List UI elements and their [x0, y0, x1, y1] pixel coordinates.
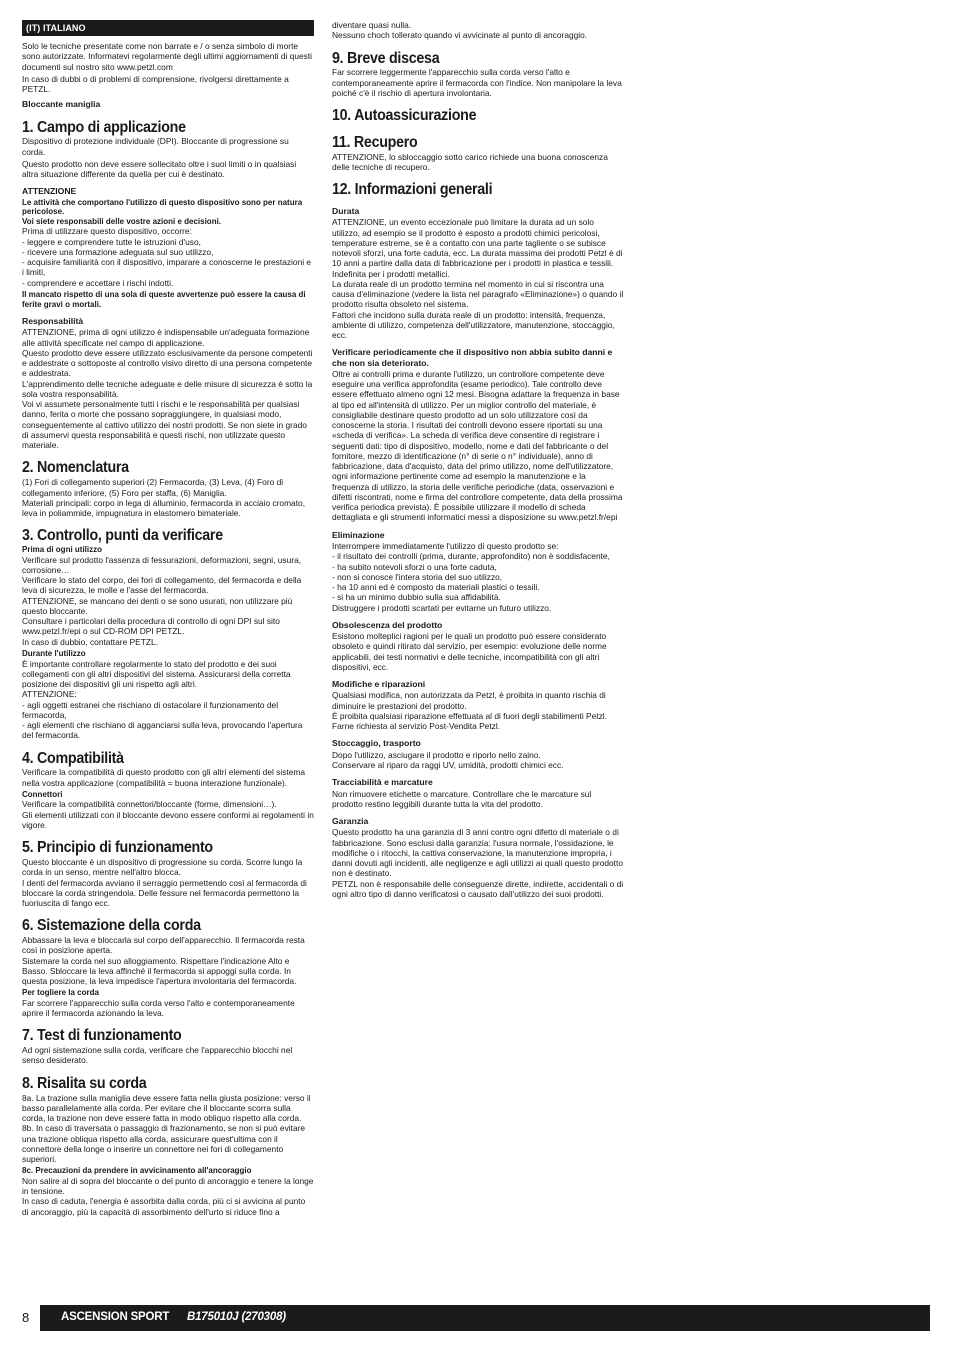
section-title: 8. Risalita su corda: [22, 1074, 147, 1092]
intro-text: In caso di dubbi o di problemi di comprensione, rivolgersi direttamente a PETZL.: [22, 73, 289, 94]
right-column: [332, 20, 624, 901]
subheading: Connettori: [22, 789, 63, 799]
subheading: 8c. Precauzioni da prendere in avvicinamento all'ancoraggio: [22, 1166, 252, 1176]
paragraph: Abbassare la leva e bloccarla sul corpo dell'apparecchio. Il fermacorda resta così in posizione aperta. Sistemare la corda nel suo alloggiamento. Rispettare l'indicazione Alto e Basso. Sbloccare la leva affinché il fermacorda si appoggi sulla corda. In questa posizione, la leva impedisce l'apertura involontaria del fermacorda.: [22, 935, 305, 987]
paragraph: Questo prodotto non deve essere sollecitato oltre i suoi limiti o in qualsiasi altra situazione differente da quella per cui è destinato.: [22, 158, 297, 180]
paragraph: Dopo l'utilizzo, asciugare il prodotto e riporlo nello zaino. Conservare al riparo da raggi UV, umidità, prodotti chimici ecc.: [332, 749, 564, 770]
section-title: 5. Principio di funzionamento: [22, 839, 213, 857]
section-title: 11. Recupero: [332, 133, 418, 151]
paragraph: Qualsiasi modifica, non autorizzata da Petzl, è proibita in quanto rischia di diminuire le prestazioni del prodotto. È proibita qualsiasi riparazione effettuata al di fuori degli stabilimenti Petzl. Farne richiesta al servizio Post-Vendita Petzl.: [332, 690, 607, 732]
paragraph: Dispositivo di protezione individuale (DPI). Bloccante di progressione su corda.: [22, 136, 289, 157]
subheading: Verificare periodicamente che il dispositivo non abbia subito danni e che non sia deteriorato.: [332, 347, 613, 368]
section-title: 12. Informazioni generali: [332, 181, 493, 199]
section-title: 3. Controllo, punti da verificare: [22, 527, 223, 545]
paragraph: (1) Fori di collegamento superiori (2) Fermacorda, (3) Leva, (4) Foro di collegamento inferiore, (5) Foro per staffa, (6) Maniglia. Materiali principali: corpo in lega di alluminio, fermacorda in acciaio cromato, leva in poliammide, impugnatura in elastomero bimateriale.: [22, 477, 306, 519]
paragraph: È importante controllare regolarmente lo stato del prodotto e dei suoi collegamenti con gli altri dispositivi del sistema. Assicurarsi della corretta posizione dei dispositivi gli uni rispetto agli altri. ATTENZIONE: - agli oggetti estranei che rischiano di ostacolare il funzionamento del fermacorda, - agli elementi che rischiano di agganciarsi sulla leva, provocando l'apertura del fermacorda.: [22, 658, 303, 741]
subheading: Garanzia: [332, 816, 369, 826]
subheading: Obsolescenza del prodotto: [332, 619, 443, 630]
section-title: 1. Campo di applicazione: [22, 118, 186, 136]
paragraph: Verificare la compatibilità connettori/bloccante (forme, dimensioni…). Gli elementi utilizzati con il bloccante devono essere conformi ai regolamenti in vigore.: [22, 799, 314, 830]
document-reference: B175010J (270308): [187, 1311, 286, 1323]
paragraph: ATTENZIONE, prima di ogni utilizzo è indispensabile un'adeguata formazione alle attività specificate nel campo di applicazione. Questo prodotto deve essere utilizzato esclusivamente da persone competenti e addestrate o sottoposte al controllo visivo diretto di una persona competente e addestrata. L'apprendimento delle tecniche adeguate e delle misure di sicurezza è sotto la sola vostra responsabilità. Voi vi assumete personalmente tutti i rischi e le responsabilità per qualsiasi danno, ferita o morte che possano sopraggiungere, in qualsiasi modo, conseguentemente al cattivo utilizzo dei nostri prodotti. Se non siete in grado di assumervi questa responsabilità e questi rischi, non utilizzate questo materiale.: [22, 327, 313, 451]
warning-text: Le attività che comportano l'utilizzo di questo dispositivo sono per natura pericolose. Voi siete responsabili delle vostre azioni e decisioni.: [22, 197, 303, 226]
paragraph: Non salire al di sopra del bloccante o del punto di ancoraggio e tenere la longe in tensione. In caso di caduta, l'energia è assorbita dalla corda, più ci si avvicina al punto di ancoraggio, più la capacità di assorbimento dell'urto si riduce fino a: [22, 1175, 314, 1217]
footer-bar: [40, 1305, 930, 1331]
paragraph: Verificare la compatibilità di questo prodotto con gli altri elementi del sistema nella vostra applicazione (compatibilità = buona interazione funzionale).: [22, 767, 306, 788]
paragraph: diventare quasi nulla. Nessuno choch tollerato quando vi avvicinate al punto di ancoraggio.: [332, 20, 588, 41]
page-number: 8: [22, 1310, 30, 1325]
subheading: Stoccaggio, trasporto: [332, 738, 421, 749]
section-title: 4. Compatibilità: [22, 749, 124, 767]
paragraph: Esistono molteplici ragioni per le quali un prodotto può essere considerato obsoleto e quindi ritirato dal servizio, per esempio: evoluzione delle norme applicabili, dei testi normativi e delle tecniche, incompatibilità con gli altri dispositivi, ecc.: [332, 631, 607, 672]
section-title: 9. Breve discesa: [332, 49, 440, 67]
paragraph: ATTENZIONE, un evento eccezionale può limitare la durata ad un solo utilizzo, ad esempio se il prodotto è esposto a prodotti chimici pericolosi, temperature estreme, se è a contatto con una parte tagliente o se subisce notevoli sforzi, una forte caduta, ecc. La durata massima dei prodotti Petzl è di 10 anni a partire dalla data di fabbricazione per i prodotti in plastica e tessili. Indefinita per i prodotti metallici. La durata reale di un prodotto termina nel momento in cui si riscontra una causa d'eliminazione (vedere la lista nel paragrafo «Eliminazione») o quando il prodotto risulta obsoleto nel sistema. Fattori che incidono sulla durata reale di un prodotto: intensità, frequenza, ambiente di utilizzo, competenza dell'utilizzatore, manutenzione, stoccaggio, ecc.: [332, 217, 624, 341]
section-title: 7. Test di funzionamento: [22, 1027, 182, 1045]
subheading: Durante l'utilizzo: [22, 648, 86, 658]
intro-text: Solo le tecniche presentate come non barrate e / o senza simbolo di morte sono autorizzate. Informatevi regolarmente degli ultimi aggiornamenti di questi documenti sul nostro sito www.petzl.com: [22, 41, 313, 72]
product-type: Bloccante maniglia: [22, 99, 101, 110]
paragraph: Oltre ai controlli prima e durante l'utilizzo, un controllore competente deve eseguire una verifica approfondita (esame periodico). Tale controllo deve essere effettuato almeno ogni 12 mesi. Bisogna adattare la frequenza in base al tipo ed all'intensità di utilizzo. Per un miglior controllo del materiale, è consigliabile destinare questo prodotto ad un solo utilizzatore così da conoscerne la storia. I risultati dei controlli devono essere riportati su una «scheda di verifica». La scheda di verifica deve consentire di registrare i seguenti dati: tipo di dispositivo, modello, nome e dati del fabbricante o del fornitore, mezzo di identificazione (n° di serie o n° individuale), anno di fabbricazione, data d'acquisto, data del primo utilizzo, nome dell'utilizzatore, ogni informazione pertinente come ad esempio la manutenzione e la frequenza di utilizzo, la storia delle verifiche periodiche (data, osservazioni e difetti riscontrati, nome e firma del controllore competente, data della prossima verifica periodica prevista). È possibile utilizzare il modello di scheda dettagliata e gli strumenti informatici messi a disposizione su www.petzl.fr/epi: [332, 368, 623, 523]
paragraph: Questo bloccante è un dispositivo di progressione su corda. Scorre lungo la corda in un senso, mentre nell'altro blocca. I denti del fermacorda avviano il serraggio permettendo così al fermacorda di bloccare la corda stringendola. Delle fessure nel fermacorda permettono la fuoriuscita di fango ecc.: [22, 857, 307, 908]
subheading: Durata: [332, 206, 360, 216]
section-title: 6. Sistemazione della corda: [22, 917, 201, 935]
paragraph: Prima di utilizzare questo dispositivo, occorre: - leggere e comprendere tutte le istruzioni d'uso, - ricevere una formazione adeguata sul suo utilizzo, - acquisire familiarità con il dispositivo, imparare a conoscerne le prestazioni e i limiti, - comprendere e accettare i rischi indotti.: [22, 226, 312, 288]
paragraph: Interrompere immediatamente l'utilizzo di questo prodotto se: - il risultato dei controlli (prima, durante, approfondito) non è soddisfacente, - ha subito notevoli sforzi o una forte caduta, - non si conosce l'intera storia del suo utilizzo, - ha 10 anni ed è composto da materiali plastici o tessili. - si ha un minimo dubbio sulla sua affidabilità. Distruggere i prodotti scartati per evitarne un futuro utilizzo.: [332, 541, 610, 613]
product-name: ASCENSION SPORT: [61, 1311, 170, 1323]
left-column: [22, 20, 314, 1219]
paragraph: ATTENZIONE, lo sbloccaggio sotto carico richiede una buona conoscenza delle tecniche di recupero.: [332, 151, 608, 172]
paragraph: Questo prodotto ha una garanzia di 3 anni contro ogni difetto di materiale o di fabbricazione. Sono esclusi dalla garanzia: l'usura normale, l'ossidazione, le modifiche o i ritocchi, la cattiva conservazione, la manutenzione impropria, i danni dovuti agli incidenti, alle negligenze e agli utilizzi ai quali questo prodotto non è destinato. PETZL non è responsabile delle conseguenze dirette, indirette, accidentali o di ogni altro tipo di danno verificatosi o causato dall'utilizzo dei suoi prodotti.: [332, 827, 624, 899]
paragraph: Non rimuovere etichette o marcature. Controllare che le marcature sul prodotto restino leggibili durante tutta la vita del prodotto.: [332, 788, 592, 809]
section-title: 2. Nomenclatura: [22, 459, 129, 477]
subheading: Eliminazione: [332, 529, 385, 540]
page-footer: [22, 1305, 930, 1331]
warning-text: Il mancato rispetto di una sola di queste avvertenze può essere la causa di ferite gravi o mortali.: [22, 289, 306, 309]
paragraph: Far scorrere leggermente l'apparecchio sulla corda verso l'alto e contemporaneamente aprire il fermacorda con l'indice. Non manipolare la leva poiché c'è il rischio di apertura involontaria.: [332, 67, 622, 98]
section-title: 10. Autoassicurazione: [332, 107, 477, 125]
subheading: Modifiche e riparazioni: [332, 679, 426, 690]
subheading: Tracciabilità e marcature: [332, 777, 433, 788]
subheading: Responsabilità: [22, 316, 84, 327]
subheading: Prima di ogni utilizzo: [22, 545, 102, 555]
paragraph: Verificare sul prodotto l'assenza di fessurazioni, deformazioni, segni, usura, corrosione… Verificare lo stato del corpo, dei fori di collegamento, del fermacorda e della leva di sicurezza, le molle e l'asse del fermacorda. ATTENZIONE, se mancano dei denti o se sono usurati, non utilizzare più questo bloccante. Consultare i particolari della procedura di controllo di ogni DPI sul sito www.petzl.fr/epi o sul CD-ROM DPI PETZL. In caso di dubbio, contattare PETZL.: [22, 554, 302, 647]
language-header: (IT) ITALIANO: [22, 20, 314, 36]
paragraph: Far scorrere l'apparecchio sulla corda verso l'alto e contemporaneamente aprire il fermacorda azionando la leva.: [22, 997, 295, 1019]
paragraph: 8a. La trazione sulla maniglia deve essere fatta nella giusta posizione: verso il basso parallelamente alla corda. Per evitare che il bloccante scorra sulla corda, la trazione non deve essere fatta in modo obliquo rispetto alla corda. 8b. In caso di traversata o passaggio di frazionamento, se non si può evitare una trazione obliqua rispetto alla corda, assicurare quest'ultima con il connettore della longe o inserire un connettore nei fori di collegamento superiori.: [22, 1092, 311, 1165]
subheading: Per togliere la corda: [22, 988, 99, 998]
paragraph: Ad ogni sistemazione sulla corda, verificare che l'apparecchio blocchi nel senso desiderato.: [22, 1045, 293, 1066]
subheading: ATTENZIONE: [22, 186, 77, 197]
